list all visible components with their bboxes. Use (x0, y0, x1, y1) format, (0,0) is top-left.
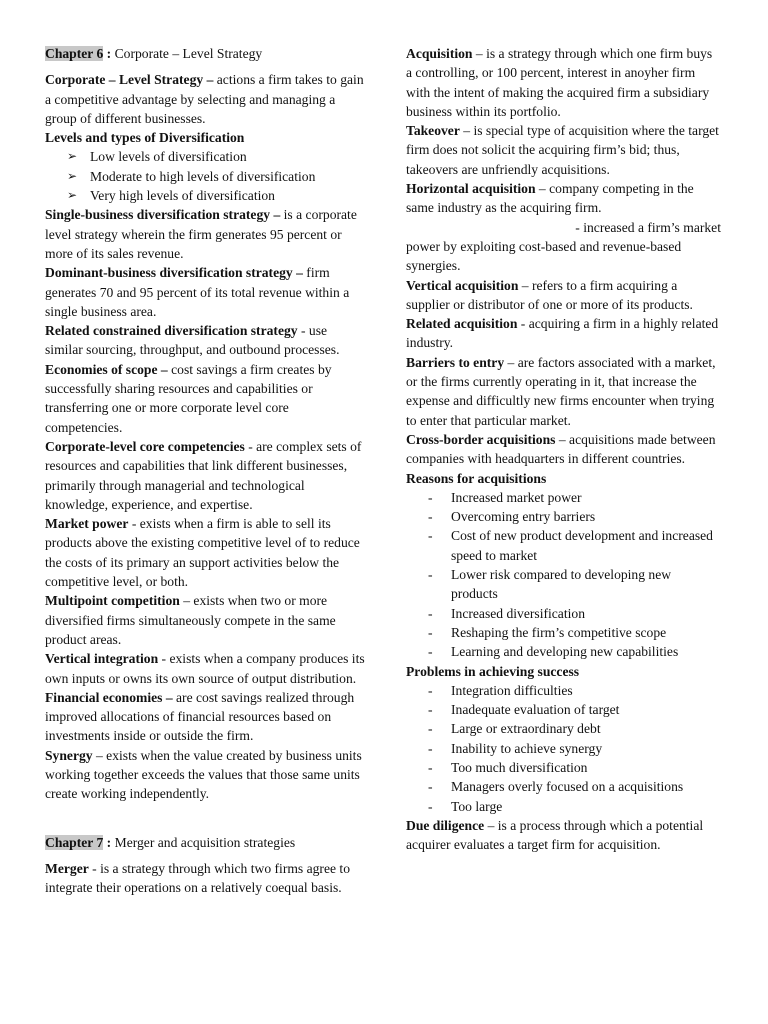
definition: Merger - is a strategy through which two firms agree to integrate their operations on a relatively coequal basis. (45, 860, 351, 896)
list-item: - Too large (406, 797, 721, 816)
definition: Due diligence – is a process through which a potential acquirer evaluates a target firm for acquisition. (406, 817, 704, 853)
list-item: - Inadequate evaluation of target (406, 700, 721, 719)
list-item: - Learning and developing new capabilities (406, 642, 721, 661)
left-column (45, 44, 365, 897)
list-item: - Inability to achieve synergy (406, 739, 721, 758)
definition: Horizontal acquisition – company competing in the same industry as the acquiring firm. (406, 181, 694, 216)
list-item: - Managers overly focused on a acquisitions (406, 777, 721, 796)
definition: Economies of scope – cost savings a firm creates by successfully sharing resources and capabilities or transferring one or more corporate level core competencies. (45, 361, 332, 435)
definition: Related constrained diversification strategy - use similar sourcing, throughput, and outbound processes. (45, 323, 340, 358)
list-item: - Large or extraordinary debt (406, 719, 721, 738)
chapter-6-heading: Chapter 6 : Corporate – Level Strategy (45, 46, 263, 61)
definition: Related acquisition - acquiring a firm in a highly related industry. (406, 316, 719, 351)
definition: Barriers to entry – are factors associated with a market, or the firms currently operating in it, that increase the expense and difficultly new firms encounter when trying to enter that particular market. (406, 354, 716, 428)
definition: Financial economies – are cost savings realized through improved allocations of financial resources based on investments inside or outside the firm. (45, 689, 355, 744)
chapter-title: Merger and acquisition strategies (114, 834, 296, 850)
definition: Dominant-business diversification strategy – firm generates 70 and 95 percent of its total revenue within a single business area. (45, 265, 350, 319)
definition: Corporate – Level Strategy – actions a firm takes to gain a competitive advantage by selecting and managing a group of different businesses. (45, 72, 364, 126)
definition: Acquisition – is a strategy through which one firm buys a controlling, or 100 percent, interest in anoyher firm with the intent of making the acquired firm a subsidiary business within its portfolio. (406, 46, 713, 119)
section-heading: Problems in achieving success (406, 663, 580, 679)
definition: Corporate-level core competencies - are complex sets of resources and capabilities that link different businesses, primarily through managerial and technological knowledge, experience, and expertise. (45, 438, 362, 512)
chapter-label: Chapter 7 (45, 834, 104, 850)
list-item: - Lower risk compared to developing new products (406, 565, 721, 604)
chapter-7-heading: Chapter 7 : Merger and acquisition strategies (45, 834, 296, 850)
definition: Vertical acquisition – refers to a firm acquiring a supplier or distributor of one or more of its products. (406, 277, 693, 312)
list-item: - Increased diversification (406, 604, 721, 623)
list-item: ➢ Very high levels of diversification (45, 186, 365, 205)
spacer (45, 804, 365, 833)
list-item: - Too much diversification (406, 758, 721, 777)
chapter-title: Corporate – Level Strategy (114, 46, 263, 61)
definition: Synergy – exists when the value created by business units working together exceeds the values that those same units create working independently. (45, 747, 362, 802)
list-item: ➢ Low levels of diversification (45, 147, 365, 166)
definition: Cross-border acquisitions – acquisitions made between companies with headquarters in different countries. (406, 431, 716, 467)
list-item: - Cost of new product development and increased speed to market (406, 526, 721, 565)
definition-continuation: power by exploiting cost-based and revenue-based synergies. (406, 238, 682, 274)
list-item: - Reshaping the firm’s competitive scope (406, 623, 721, 642)
diversification-levels-list (45, 147, 365, 205)
list-item: - Increased market power (406, 488, 721, 507)
problems-list (406, 681, 721, 816)
section-heading: Levels and types of Diversification (45, 130, 245, 146)
definition-continuation: - increased a firm’s market (575, 219, 721, 235)
definition: Market power - exists when a firm is able to sell its products above the existing competitive level of to reduce the costs of its primary an support activities below the competitive level, or both. (45, 516, 360, 590)
right-column (406, 44, 721, 854)
reasons-list (406, 488, 721, 662)
list-item: - Integration difficulties (406, 681, 721, 700)
list-item: ➢ Moderate to high levels of diversification (45, 167, 365, 186)
definition: Takeover – is special type of acquisition where the target firm does not solicit the acquiring firm’s bid; thus, takeovers are unfriendly acquisitions. (406, 123, 719, 177)
definition: Vertical integration - exists when a company produces its own inputs or owns its own source of output distribution. (45, 651, 365, 686)
section-heading: Reasons for acquisitions (406, 470, 547, 486)
list-item: - Overcoming entry barriers (406, 507, 721, 526)
definition: Multipoint competition – exists when two or more diversified firms simultaneously compete in the same product areas. (45, 593, 336, 647)
definition: Single-business diversification strategy – is a corporate level strategy wherein the firm generates 95 percent or more of its sales revenue. (45, 207, 357, 261)
chapter-label: Chapter 6 (45, 46, 104, 61)
